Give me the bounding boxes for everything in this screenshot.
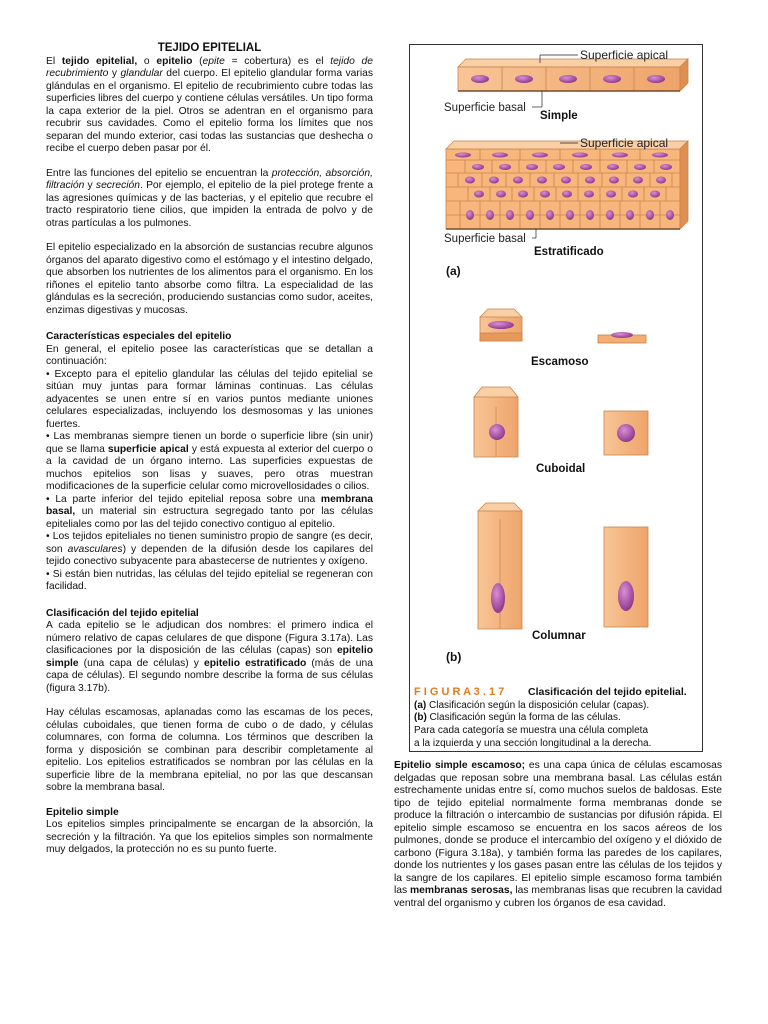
- text: las membranas lisas que recubren la cavidad ventral del organismo y cubren los órganos de esa cavidad.: [394, 885, 722, 909]
- emphasis: glandular: [120, 68, 163, 79]
- term: epitelio: [156, 55, 193, 67]
- text: • Las membranas siempre tienen un borde o superficie libre (sin unir) que se llama: [46, 431, 373, 455]
- text: (más de una capa de células). El segundo nombre describe la forma de sus células (figura 3.17b).: [46, 657, 373, 694]
- specialized-paragraph: El epitelio especializado en la absorción de sustancias recubre algunos órganos del aparato digestivo como el estómago y el intestino delgado, que absorben los nutrientes de los alimentos para el organismo. En los riñones el epitelio tanto absorbe como filtra. La especialidad de las glándulas es la secreción, produciendo sustancias como sudor, aceites, enzimas digestivas y mucosas.: [46, 242, 373, 316]
- caption-line-a: [414, 700, 649, 711]
- emphasis: secreción: [95, 180, 140, 191]
- emphasis: tejido de recubrimiento: [46, 55, 373, 79]
- text: es una capa única de células escamosas delgadas que reposan sobre una membrana basal. Las células están estrechamente unidas entre sí, como muchos suelos de baldosas. Este tipo de tejido epitelial normalmente forma membranas donde se produce la filtración o intercambio de sustancias por difusión rápida. El epitelio simple escamoso se encuentra en los sacos aéreos de los pulmones, donde se produce el intercambio del oxígeno y el dióxido de carbono (Figura 3.18a), y también forma las paredes de los capilares, donde los nutrientes y los gases pasan entre las células de los tejidos y la sangre de los capilares. El epitelio simple escamoso forma también las: [394, 760, 723, 896]
- text: y está expuesta al exterior del cuerpo o a la cavidad de un órgano interno. Las superficies expuestas de muchos epitelios son lisas y suaves, pero otras muestran modificaciones de la superficie celular como microvellosidades o cilios.: [46, 443, 373, 492]
- label-a: (a): [446, 264, 461, 278]
- caption-title: Clasificación del tejido epitelial.: [528, 686, 687, 698]
- label-estratificado: Estratificado: [534, 246, 604, 258]
- label-columnar: Columnar: [532, 630, 586, 642]
- cuboidal-cell-diagram: [474, 387, 648, 457]
- figure-illustration: [410, 45, 702, 751]
- squamous-paragraph: [394, 760, 722, 910]
- term: epitelio simple: [46, 645, 373, 669]
- characteristics-heading: Características especiales del epitelio: [46, 331, 232, 342]
- label-apical-2: Superficie apical: [580, 136, 669, 150]
- simple-heading: Epitelio simple: [46, 806, 119, 818]
- text: y: [108, 68, 121, 79]
- emphasis: epite: [202, 55, 225, 67]
- caption-a-key: (a): [414, 700, 427, 711]
- caption-b-text: Clasificación según la forma de las células.: [426, 712, 621, 723]
- text: • La parte inferior del tejido epitelial reposa sobre una: [46, 493, 321, 505]
- text: (una capa de células) y: [78, 657, 204, 669]
- text: Entre las funciones del epitelio se encuentran la: [46, 167, 272, 179]
- bullet-3: [46, 494, 373, 532]
- label-basal-1: Superficie basal: [444, 102, 526, 114]
- shapes-paragraph: Hay células escamosas, aplanadas como las escamas de los peces, células cuboidales, que tienen forma de cubo o de dado, y células columnares, con forma de columna. Los términos que describen la forma y disposición se combinan para describir completamente al epitelio. Los epitelios estratificados se nombran por las células en la superficie libre de la membrana epitelial, no por las que descansan sobre la membrana basal.: [46, 707, 373, 793]
- intro-paragraph: [46, 56, 373, 156]
- term: membranas serosas,: [410, 885, 513, 896]
- caption-figure-number: F I G U R A 3 . 1 7: [414, 686, 505, 698]
- functions-paragraph: [46, 168, 373, 231]
- stratified-epithelium-diagram: [446, 141, 688, 229]
- caption-a-text: Clasificación según la disposición celular (capas).: [426, 700, 650, 711]
- columnar-cell-diagram: [478, 503, 648, 629]
- text: A cada epitelio se le adjudican dos nombres: el primero indica el número relativo de capas celulares de que dispone (Figura 3.17a). Las clasificaciones por la disposición de las células (capas) son: [46, 620, 373, 656]
- text: = cobertura) es el: [224, 55, 331, 67]
- label-basal-2: Superficie basal: [444, 233, 526, 245]
- characteristics-intro: En general, el epitelio posee las características que se detallan a continuación:: [46, 343, 373, 367]
- caption-line-b: [414, 712, 621, 723]
- caption-line-c1: Para cada categoría se muestra una célula completa: [414, 725, 649, 736]
- label-apical-1: Superficie apical: [580, 48, 669, 62]
- term: superficie apical: [107, 443, 189, 455]
- text: o: [137, 55, 157, 67]
- figure-3-17: [409, 44, 703, 752]
- left-column: [46, 42, 373, 869]
- text: El: [46, 55, 62, 67]
- simple-paragraph: Los epitelios simples principalmente se encargan de la absorción, la secreción y la filtración. Ya que los epitelios simples son normalmente muy delgados, la protección no es su punto fuerte.: [46, 819, 373, 855]
- label-b: (b): [446, 650, 462, 664]
- classification-heading: Clasificación del tejido epitelial: [46, 607, 199, 619]
- text: (: [192, 55, 203, 67]
- bullet-2: [46, 431, 373, 494]
- bullet-1: • Excepto para el epitelio glandular las células del tejido epitelial se sitúan muy juntas para formar láminas continuas. Las células adyacentes se unen entre sí en varios puntos mediante uniones celulares especializadas, incluyendo los desmosomas y las uniones fuertes.: [46, 368, 373, 430]
- text: y: [84, 180, 96, 191]
- emphasis: protección, absorción, filtración: [46, 167, 373, 191]
- classification-paragraph: [46, 620, 373, 695]
- term: membrana basal,: [46, 493, 373, 517]
- text: del cuerpo. El epitelio glandular forma varias glándulas en el organismo. El epitelio de recubrimiento cubre todas las superficies libres del cuerpo y contiene células versátiles. Un tipo forma la capa exterior de la piel. Otros se adentran en el organismo para recubrir sus cavidades. Como el epitelio forma los límites que nos separan del mundo exterior, casi todas las sustancias que deshecha o recibe el cuerpo deben pasar por él.: [46, 68, 373, 154]
- page-title: TEJIDO EPITELIAL: [157, 42, 262, 54]
- squamous-cell-diagram: [480, 309, 646, 343]
- caption-line-c2: a la izquierda y una sección longitudinal a la derecha.: [414, 738, 652, 749]
- caption-b-key: (b): [414, 712, 427, 723]
- label-cuboidal: Cuboidal: [536, 463, 586, 475]
- text: • Los tejidos epiteliales no tienen suministro propio de sangre (es decir, son: [46, 531, 373, 555]
- simple-epithelium-diagram: [458, 59, 688, 91]
- emphasis: avasculares: [67, 543, 123, 555]
- text: ) y dependen de la difusión desde los capilares del tejido conectivo subyacente para abastecerse de nutrientes y oxígeno.: [46, 543, 374, 567]
- label-escamoso: Escamoso: [531, 356, 589, 368]
- text: un material sin estructura segregado tanto por las células epiteliales como por las del tejido conectivo contiguo al epitelio.: [46, 506, 373, 530]
- term: tejido epitelial,: [61, 55, 138, 67]
- label-simple: Simple: [540, 110, 578, 122]
- bullet-4: [46, 531, 373, 569]
- bullet-5: • Si están bien nutridas, las células del tejido epitelial se regeneran con facilidad.: [46, 568, 373, 592]
- right-column: [394, 760, 722, 910]
- term: Epitelio simple escamoso;: [394, 760, 526, 771]
- term: epitelio estratificado: [203, 657, 307, 669]
- text: . Por ejemplo, el epitelio de la piel protege frente a las agresiones químicas y de las bacterias, y el epitelio que recubre el tracto respiratorio tiene cilios, que impiden la entrada de polvo y de otras partículas a los pulmones.: [46, 180, 373, 229]
